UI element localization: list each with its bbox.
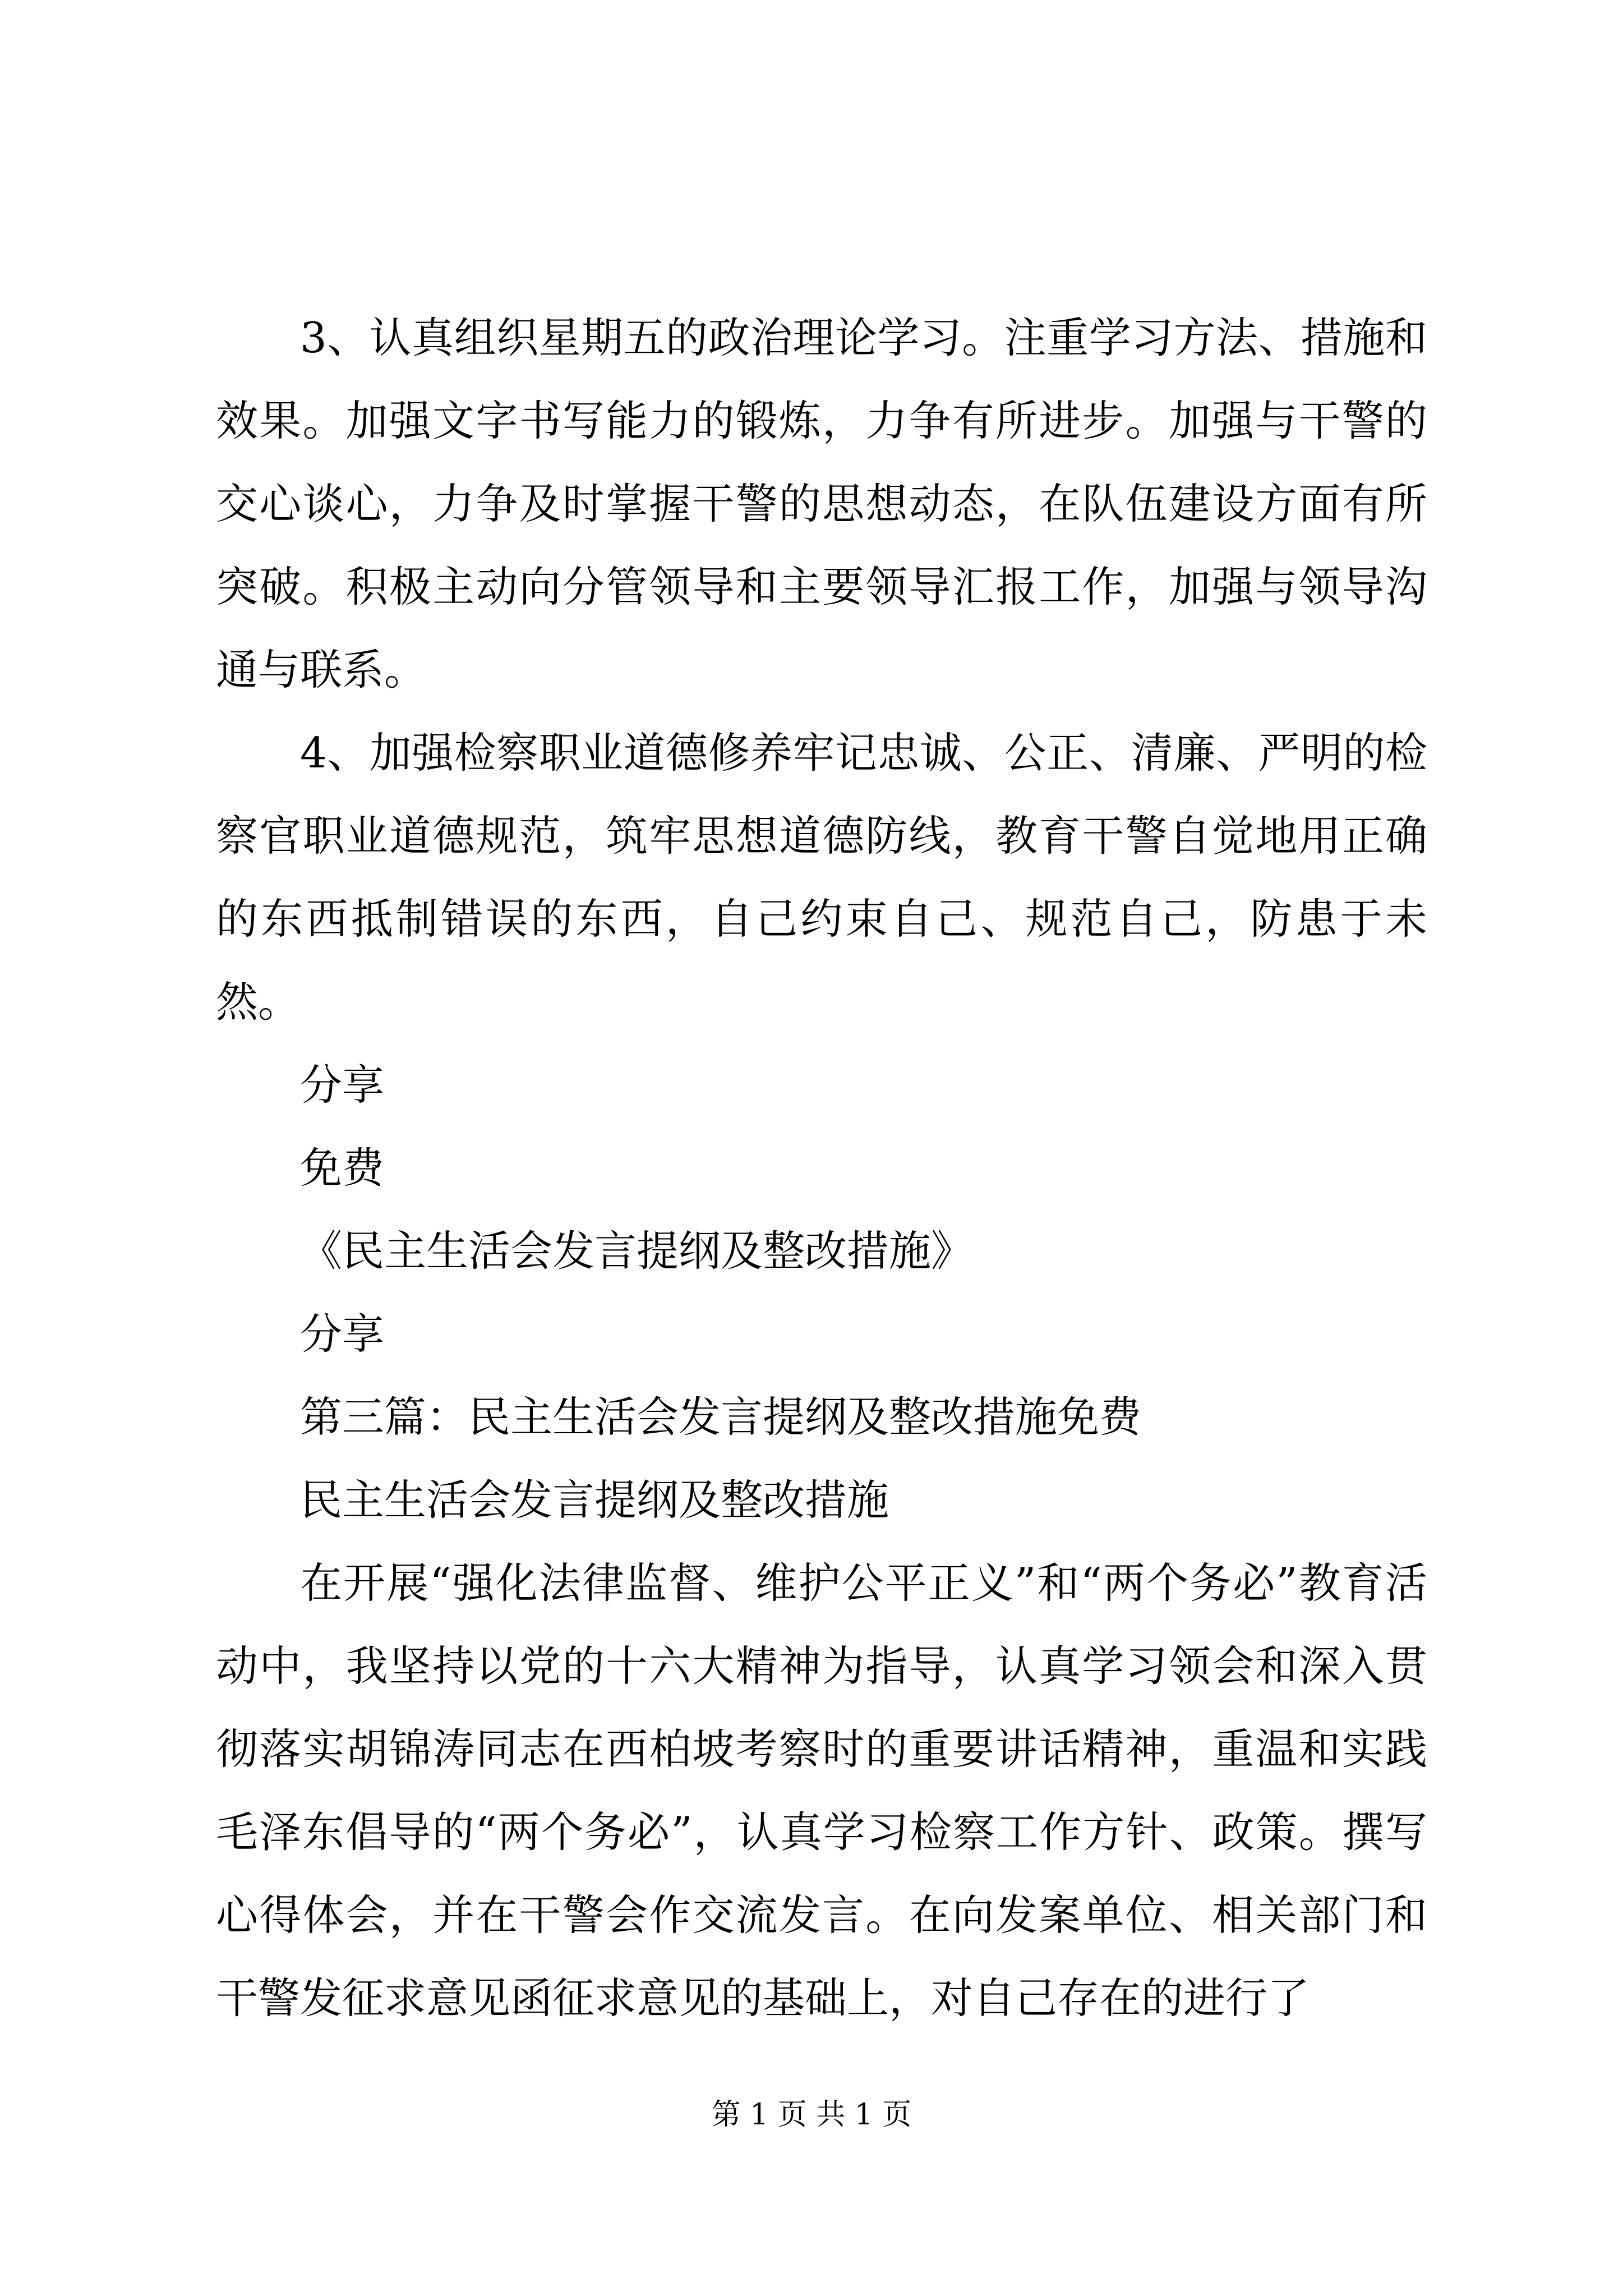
final-paragraph: 在开展“强化法律监督、维护公平正义”和“两个务必”教育活动中，我坚持以党的十六大精神为指导，认真学习领会和深入贯彻落实胡锦涛同志在西柏坡考察时的重要讲话精神，重温和实践毛泽东倡导的“两个务必”，认真学习检察工作方针、政策。撰写心得体会，并在干警会作交流发言。在向发案单位、相关部门和干警发征求意见函征求意见的基础上，对自己存在的进行了	[216, 1558, 1427, 2023]
share-line-2: 分享	[300, 1309, 385, 1359]
share-line: 分享	[300, 1060, 385, 1110]
section-heading: 第三篇：民主生活会发言提纲及整改措施免费	[300, 1392, 1142, 1442]
document-title-line: 《民主生活会发言提纲及整改措施》	[300, 1226, 974, 1276]
paragraph-4: 4、加强检察职业道德修养牢记忠诚、公正、清廉、严明的检察官职业道德规范，筑牢思想道德防线，教育干警自觉地用正确的东西抵制错误的东西，自己约束自己、规范自己，防患于未然。	[216, 728, 1427, 1027]
paragraph-3: 3、认真组织星期五的政治理论学习。注重学习方法、措施和效果。加强文字书写能力的锻炼，力争有所进步。加强与干警的交心谈心，力争及时掌握干警的思想动态，在队伍建设方面有所突破。积极主动向分管领导和主要领导汇报工作，加强与领导沟通与联系。	[216, 313, 1427, 694]
page-footer: 第 1 页 共 1 页	[711, 2098, 912, 2132]
section-subtitle: 民主生活会发言提纲及整改措施	[300, 1475, 889, 1525]
document-body	[216, 296, 1427, 2040]
free-line: 免费	[300, 1143, 385, 1193]
